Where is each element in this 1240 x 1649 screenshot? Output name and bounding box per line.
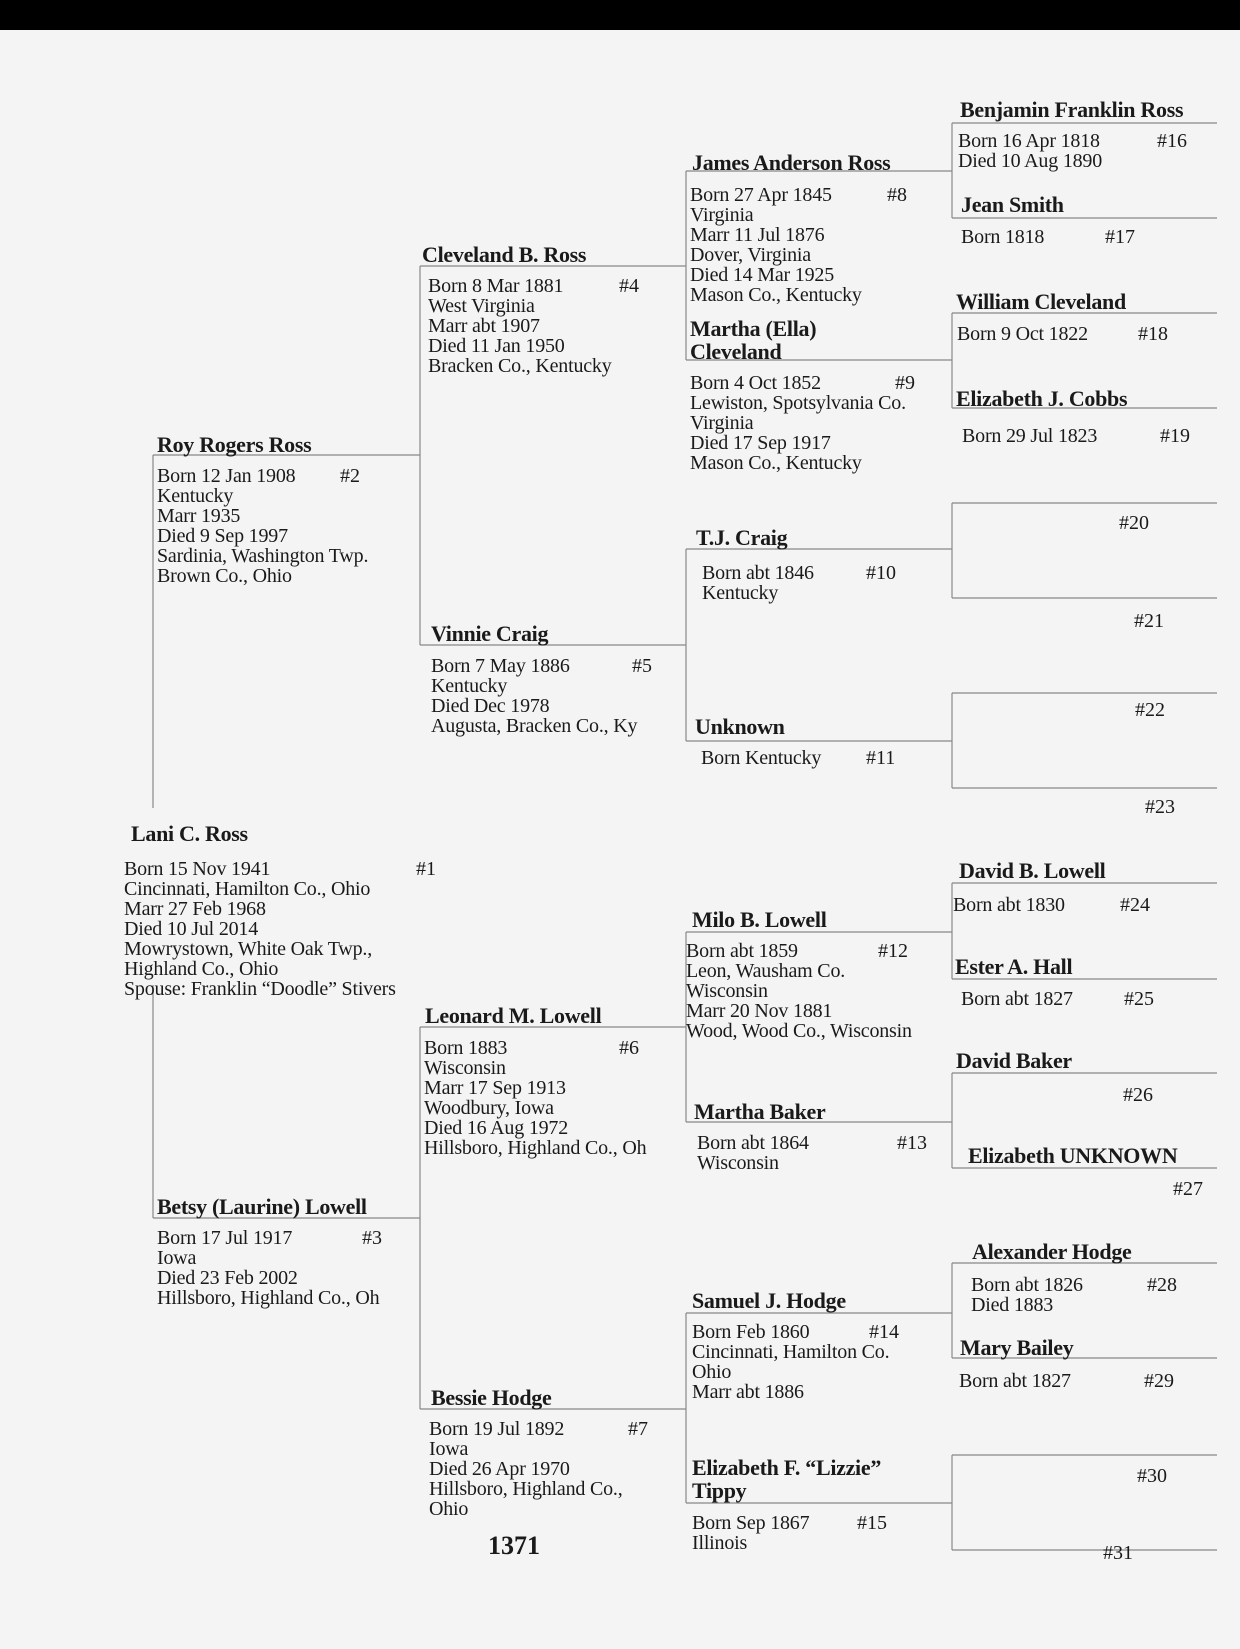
person-12-number: #12: [878, 940, 908, 962]
person-6-number: #6: [619, 1037, 639, 1059]
person-24-number: #24: [1120, 894, 1150, 916]
person-1-details: Born 15 Nov 1941 Cincinnati, Hamilton Co., Ohio Marr 27 Feb 1968 Died 10 Jul 2014 Mowrystown, White Oak Twp., Highland Co., Ohio Spouse: Franklin “Doodle” Stivers: [124, 858, 396, 1000]
person-3-name: Betsy (Laurine) Lowell: [157, 1194, 367, 1219]
person-10-number: #10: [866, 562, 896, 584]
person-25-name: Ester A. Hall: [955, 954, 1073, 979]
person-27-name: Elizabeth UNKNOWN: [968, 1143, 1178, 1168]
person-28-details: Born abt 1826 Died 1883: [971, 1274, 1083, 1316]
person-11-name: Unknown: [695, 714, 785, 739]
person-29-details: Born abt 1827: [959, 1370, 1071, 1392]
person-7-name: Bessie Hodge: [431, 1385, 552, 1410]
person-10-details: Born abt 1846 Kentucky: [702, 562, 814, 604]
person-7-details: Born 19 Jul 1892 Iowa Died 26 Apr 1970 Hillsboro, Highland Co., Ohio: [429, 1418, 623, 1520]
person-31-number: #31: [1103, 1542, 1133, 1564]
person-19-name: Elizabeth J. Cobbs: [956, 386, 1128, 411]
person-13-number: #13: [897, 1132, 927, 1154]
person-10-name: T.J. Craig: [696, 525, 788, 550]
person-18-number: #18: [1138, 323, 1168, 345]
person-17-name: Jean Smith: [961, 192, 1064, 217]
person-29-name: Mary Bailey: [960, 1335, 1074, 1360]
person-9-details: Born 4 Oct 1852 Lewiston, Spotsylvania Co. Virginia Died 17 Sep 1917 Mason Co., Kentucky: [690, 372, 906, 474]
person-7-number: #7: [628, 1418, 648, 1440]
person-9-number: #9: [895, 372, 915, 394]
person-18-name: William Cleveland: [956, 289, 1126, 314]
person-9-name: Martha (Ella) Cleveland: [690, 316, 817, 364]
person-17-number: #17: [1105, 226, 1135, 248]
person-8-number: #8: [887, 184, 907, 206]
person-2-name: Roy Rogers Ross: [157, 432, 312, 457]
person-5-number: #5: [632, 655, 652, 677]
person-13-details: Born abt 1864 Wisconsin: [697, 1132, 809, 1174]
person-13-name: Martha Baker: [694, 1099, 826, 1124]
person-1-name: Lani C. Ross: [131, 821, 248, 846]
person-11-details: Born Kentucky: [701, 747, 822, 769]
person-11-number: #11: [866, 747, 896, 769]
person-14-number: #14: [869, 1321, 899, 1343]
person-14-details: Born Feb 1860 Cincinnati, Hamilton Co. Ohio Marr abt 1886: [692, 1321, 890, 1403]
person-15-details: Born Sep 1867 Illinois: [692, 1512, 810, 1554]
person-28-name: Alexander Hodge: [972, 1239, 1132, 1264]
person-2-number: #2: [340, 465, 360, 487]
person-16-number: #16: [1157, 130, 1187, 152]
person-4-number: #4: [619, 275, 639, 297]
person-22-number: #22: [1135, 699, 1165, 721]
person-19-number: #19: [1160, 425, 1190, 447]
page-number: 1371: [488, 1531, 540, 1560]
person-4-details: Born 8 Mar 1881 West Virginia Marr abt 1907 Died 11 Jan 1950 Bracken Co., Kentucky: [428, 275, 612, 377]
person-6-details: Born 1883 Wisconsin Marr 17 Sep 1913 Woodbury, Iowa Died 16 Aug 1972 Hillsboro, Highland Co., Oh: [424, 1037, 647, 1159]
person-24-name: David B. Lowell: [959, 858, 1106, 883]
person-15-name: Elizabeth F. “Lizzie” Tippy: [692, 1455, 882, 1503]
person-18-details: Born 9 Oct 1822: [957, 323, 1088, 345]
person-17-details: Born 1818: [961, 226, 1045, 248]
person-24-details: Born abt 1830: [953, 894, 1065, 916]
person-3-details: Born 17 Jul 1917 Iowa Died 23 Feb 2002 Hillsboro, Highland Co., Oh: [157, 1227, 380, 1309]
person-12-details: Born abt 1859 Leon, Wausham Co. Wisconsin Marr 20 Nov 1881 Wood, Wood Co., Wisconsin: [686, 940, 912, 1042]
person-23-number: #23: [1145, 796, 1175, 818]
person-16-name: Benjamin Franklin Ross: [960, 97, 1184, 122]
person-2-details: Born 12 Jan 1908 Kentucky Marr 1935 Died 9 Sep 1997 Sardinia, Washington Twp. Brown Co., Ohio: [157, 465, 369, 587]
person-26-name: David Baker: [956, 1048, 1072, 1073]
person-8-name: James Anderson Ross: [692, 150, 891, 175]
person-12-name: Milo B. Lowell: [692, 907, 827, 932]
person-30-number: #30: [1137, 1465, 1167, 1487]
person-25-number: #25: [1124, 988, 1154, 1010]
person-3-number: #3: [362, 1227, 382, 1249]
person-27-number: #27: [1173, 1178, 1203, 1200]
person-21-number: #21: [1134, 610, 1164, 632]
person-14-name: Samuel J. Hodge: [692, 1288, 846, 1313]
person-5-name: Vinnie Craig: [431, 621, 549, 646]
person-28-number: #28: [1147, 1274, 1177, 1296]
person-6-name: Leonard M. Lowell: [425, 1003, 602, 1028]
person-8-details: Born 27 Apr 1845 Virginia Marr 11 Jul 1876 Dover, Virginia Died 14 Mar 1925 Mason Co., Kentucky: [690, 184, 862, 306]
person-19-details: Born 29 Jul 1823: [962, 425, 1098, 447]
person-5-details: Born 7 May 1886 Kentucky Died Dec 1978 Augusta, Bracken Co., Ky: [431, 655, 638, 737]
person-25-details: Born abt 1827: [961, 988, 1073, 1010]
person-15-number: #15: [857, 1512, 887, 1534]
person-4-name: Cleveland B. Ross: [422, 242, 587, 267]
person-16-details: Born 16 Apr 1818 Died 10 Aug 1890: [958, 130, 1103, 172]
person-20-number: #20: [1119, 512, 1149, 534]
person-26-number: #26: [1123, 1084, 1153, 1106]
person-1-number: #1: [416, 858, 436, 880]
person-29-number: #29: [1144, 1370, 1174, 1392]
